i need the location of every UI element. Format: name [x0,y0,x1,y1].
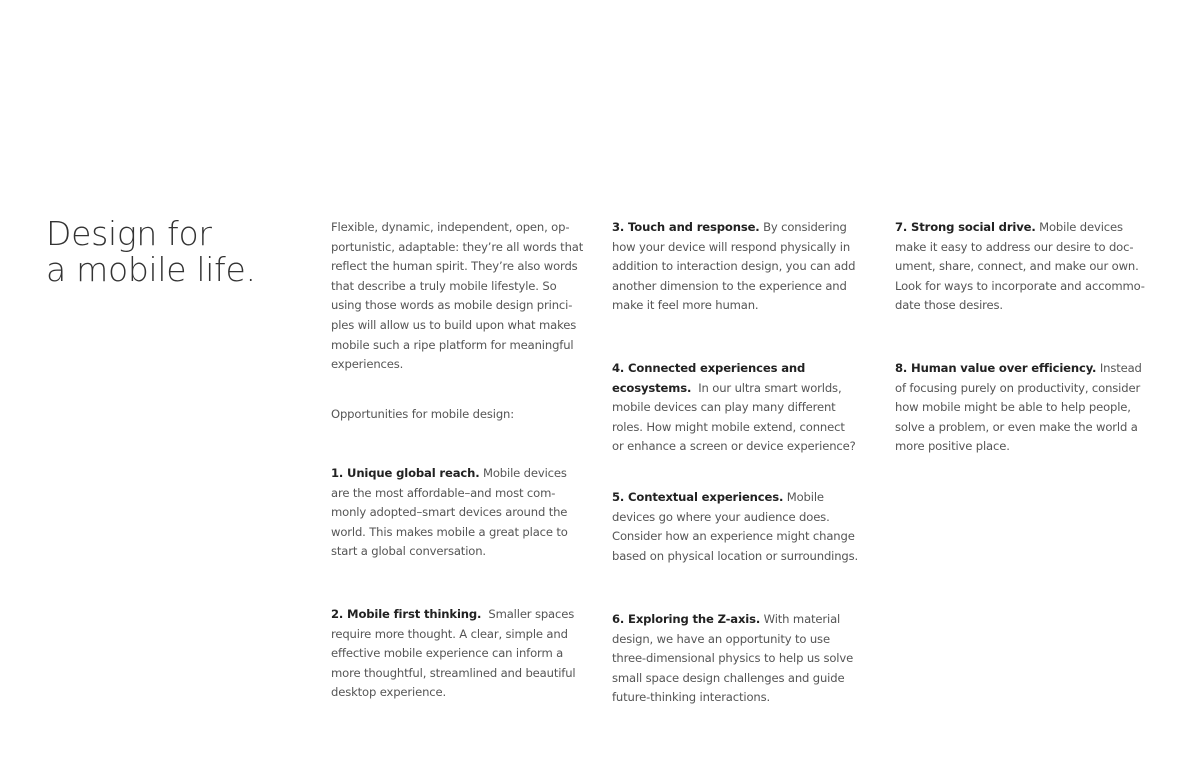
text-line [331,664,575,684]
text-line [331,257,583,277]
text-line [331,464,568,484]
body-text: using those words as mobile design princi- [331,298,573,313]
text-line [612,218,855,238]
text-line [331,316,583,336]
opportunities-label [331,405,514,425]
body-text: effective mobile experience can inform a [331,646,564,661]
text-line [612,238,855,258]
body-text: mobile such a ripe platform for meaningful [331,337,574,352]
text-line [612,669,853,689]
page-title [46,216,256,288]
text-line [895,359,1142,379]
text-line [331,605,575,625]
principle-7 [895,218,1145,316]
text-line [895,418,1142,438]
body-text: Instead [1096,361,1142,375]
principle-6 [612,610,853,708]
principle-5 [612,488,858,566]
body-text: small space design challenges and guide [612,670,845,685]
body-text: roles. How might mobile extend, connect [612,419,845,434]
body-text: By considering [759,220,847,234]
intro-paragraph [331,218,583,375]
text-line [612,379,856,399]
text-line [331,625,575,645]
body-text: Flexible, dynamic, independent, open, op- [331,220,570,234]
body-text: With material [760,612,841,626]
body-text: mobile devices can play many different [612,400,836,415]
text-line [612,508,858,528]
body-text: design, we have an opportunity to use [612,631,830,646]
body-text: reflect the human spirit. They’re also words [331,259,578,274]
text-line [895,379,1142,399]
text-line [331,644,575,664]
text-line [895,277,1145,297]
text-line [612,257,855,277]
body-text: how mobile might be able to help people, [895,400,1131,415]
title-line: a mobile life. [46,250,256,289]
text-line [331,238,583,258]
body-text: ument, share, connect, and make our own. [895,259,1139,274]
principle-3 [612,218,855,316]
body-text: Consider how an experience might change [612,529,855,544]
text-line [895,238,1145,258]
text-line [331,336,583,356]
body-text: another dimension to the experience and [612,278,847,293]
text-line [612,277,855,297]
body-text: monly adopted–smart devices around the [331,505,568,520]
body-text: or enhance a screen or device experience? [612,439,856,454]
body-text: Smaller spaces [481,607,575,621]
body-text: Mobile [783,490,824,504]
text-line [331,683,575,703]
text-line [895,437,1142,457]
text-line [331,542,568,562]
body-text: how your device will respond physically in [612,239,851,254]
principle-heading: 3. Touch and response. [612,220,760,234]
body-text: addition to interaction design, you can add [612,259,856,274]
text-line [331,296,583,316]
text-line [612,527,858,547]
body-text: that describe a truly mobile lifestyle. So [331,278,557,293]
principle-2 [331,605,575,703]
body-text: devices go where your audience does. [612,509,830,524]
body-text: Opportunities for mobile design: [331,407,514,421]
text-line [331,523,568,543]
body-text: of focusing purely on productivity, consider [895,380,1141,395]
text-line [895,218,1145,238]
body-text: desktop experience. [331,685,447,700]
body-text: ples will allow us to build upon what makes [331,317,577,332]
text-line [331,503,568,523]
principle-heading: 1. Unique global reach. [331,466,480,480]
text-line [612,418,856,438]
body-text: Mobile devices [479,466,567,480]
body-text: experiences. [331,357,404,372]
body-text: make it feel more human. [612,298,759,313]
body-text: three-dimensional physics to help us solve [612,651,854,666]
text-line [331,277,583,297]
body-text: more positive place. [895,439,1010,454]
text-line [895,257,1145,277]
body-text: more thoughtful, streamlined and beautiful [331,665,576,680]
text-line [331,405,514,425]
title-line: Design for [46,214,212,253]
text-line [895,296,1145,316]
body-text: date those desires. [895,298,1003,313]
body-text: require more thought. A clear, simple and [331,626,568,641]
text-line [612,488,858,508]
body-text: portunistic, adaptable: they’re all words that [331,239,584,254]
principle-heading: 5. Contextual experiences. [612,490,784,504]
principle-heading: 7. Strong social drive. [895,220,1036,234]
body-text: future-thinking interactions. [612,690,771,705]
body-text: make it easy to address our desire to doc- [895,239,1134,254]
principle-heading: 8. Human value over efficiency. [895,361,1097,375]
body-text: solve a problem, or even make the world a [895,419,1138,434]
principle-heading: 6. Exploring the Z-axis. [612,612,761,626]
body-text: world. This makes mobile a great place to [331,524,568,539]
text-line [612,437,856,457]
text-line [612,688,853,708]
body-text: start a global conversation. [331,544,486,559]
body-text: Look for ways to incorporate and accommo- [895,278,1145,293]
principle-heading: 2. Mobile first thinking. [331,607,482,621]
text-line [612,610,853,630]
body-text: based on physical location or surroundings. [612,548,859,563]
text-line [612,398,856,418]
text-line [612,630,853,650]
body-text: Mobile devices [1035,220,1123,234]
body-text: are the most affordable–and most com- [331,485,556,500]
principle-1 [331,464,568,562]
principle-8 [895,359,1142,457]
text-line [612,359,856,379]
text-line [895,398,1142,418]
body-text: In our ultra smart worlds, [691,380,842,395]
text-line [612,649,853,669]
text-line [331,218,583,238]
principle-heading: ecosystems. [612,380,692,395]
principle-heading: 4. Connected experiences and [612,361,806,375]
principle-4 [612,359,856,457]
text-line [331,484,568,504]
text-line [331,355,583,375]
text-line [612,296,855,316]
text-line [612,547,858,567]
